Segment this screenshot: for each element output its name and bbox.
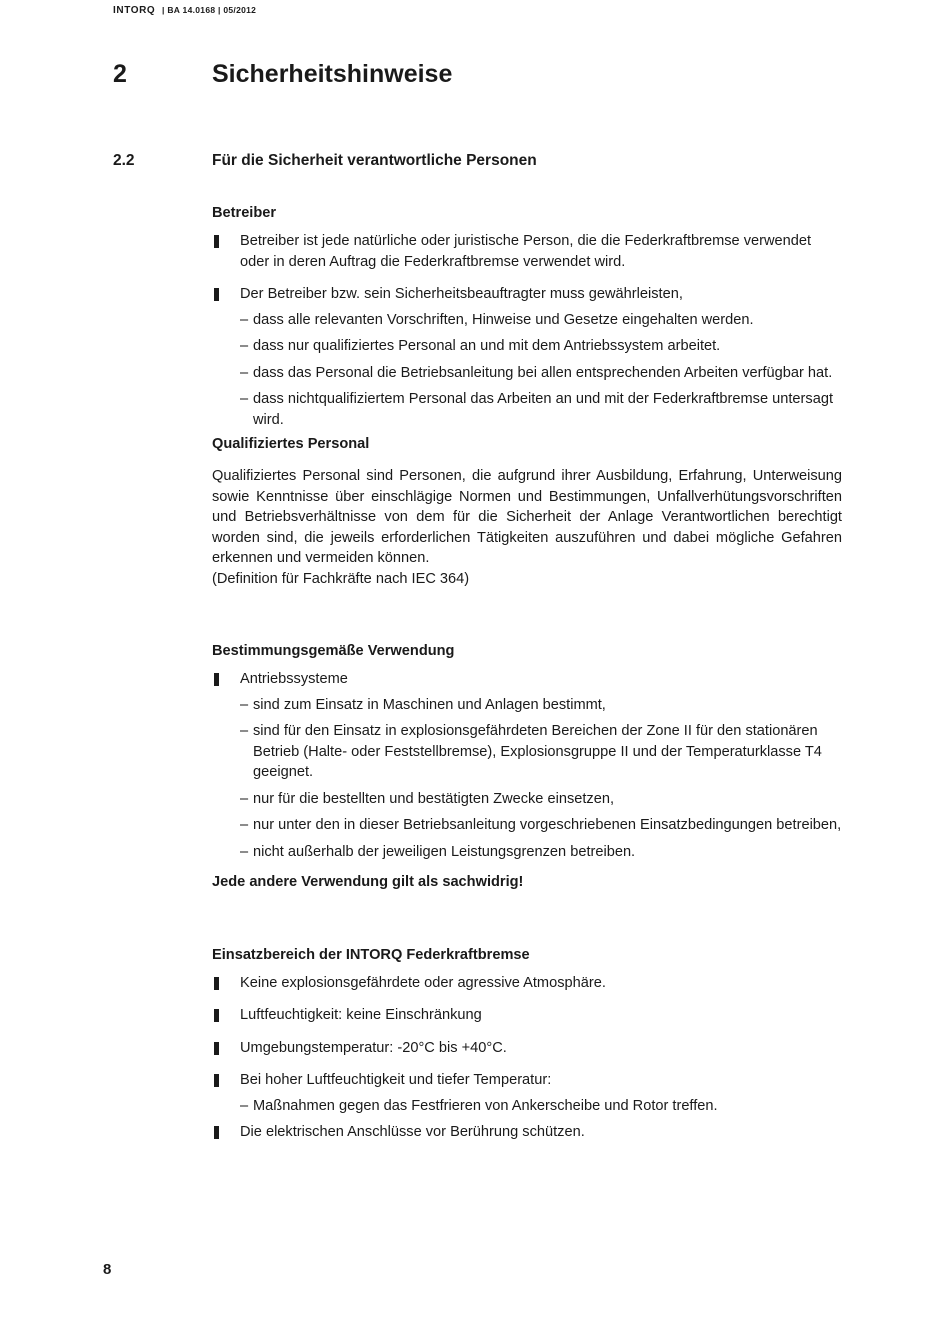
bullet-item: Umgebungstemperatur: -20°C bis +40°C. (212, 1038, 842, 1059)
page-header (113, 5, 256, 16)
brand-logo: INTORQ (113, 5, 156, 16)
sub-item: – dass nur qualifiziertes Personal an und mit dem Antriebssystem arbeitet. (240, 338, 721, 354)
sub-item: – dass alle relevanten Vorschriften, Hinweise und Gesetze eingehalten werden. (240, 311, 754, 328)
bullet-item: Keine explosionsgefährdete oder agressive Atmosphäre. (212, 973, 842, 994)
warning-text: Jede andere Verwendung gilt als sachwidrig! (212, 874, 524, 890)
bullet-item: Luftfeuchtigkeit: keine Einschränkung (212, 1005, 842, 1026)
bullet-item: Der Betreiber bzw. sein Sicherheitsbeauftragter muss gewährleisten, (212, 284, 842, 305)
sub-item: – dass nichtqualifiziertem Personal das Arbeiten an und mit der Federkraftbremse untersagt wird. (240, 391, 833, 428)
bullet-item: Die elektrischen Anschlüsse vor Berührung schützen. (212, 1122, 842, 1143)
document-info: | BA 14.0168 | 05/2012 (161, 5, 257, 15)
sub-item: – nicht außerhalb der jeweiligen Leistungsgrenzen betreiben. (240, 843, 636, 860)
sub-item: – nur für die bestellten und bestätigten Zwecke einsetzen, (240, 790, 615, 807)
sub-item: – sind für den Einsatz in explosionsgefährdeten Bereichen der Zone II für den stationären Betrieb (Halte- oder Feststellbremse), Explosionsgruppe II und der Temperaturklasse T4 geeignet. (240, 723, 822, 780)
sub-item: – dass das Personal die Betriebsanleitung bei allen entsprechenden Arbeiten verfügbar hat. (240, 364, 833, 381)
section-title: Für die Sicherheit verantwortliche Personen (212, 152, 537, 169)
bullet-item: Antriebssysteme (212, 669, 842, 690)
heading-verwendung: Bestimmungsgemäße Verwendung (212, 643, 455, 659)
heading-einsatz: Einsatzbereich der INTORQ Federkraftbremse (212, 946, 530, 963)
chapter-title: Sicherheitshinweise (212, 60, 453, 88)
sub-item: – Maßnahmen gegen das Festfrieren von Ankerscheibe und Rotor treffen. (240, 1097, 718, 1114)
paragraph: Qualifiziertes Personal sind Personen, die aufgrund ihrer Ausbildung, Erfahrung, Unterweisung sowie Kenntnisse über einschlägige Normen und Bestimmungen, Unfallverhütungsvorschriften und Betriebsverhältnisse von dem für die Sicherheit der Anlage Verantwortlichen berechtigt worden sind, die jeweils erforderlichen Tätigkeiten auszuführen und dabei mögliche Gefahren erkennen und vermeiden können. (212, 468, 842, 566)
definition-note: (Definition für Fachkräfte nach IEC 364) (212, 570, 470, 587)
sub-item: – sind zum Einsatz in Maschinen und Anlagen bestimmt, (240, 696, 606, 713)
heading-betreiber: Betreiber (212, 205, 277, 221)
section-number: 2.2 (113, 152, 135, 169)
main-content (212, 203, 842, 1153)
chapter-number: 2 (113, 60, 127, 88)
bullet-item: Bei hoher Luftfeuchtigkeit und tiefer Temperatur: (212, 1070, 842, 1091)
page-number: 8 (103, 1261, 112, 1278)
heading-qualifiziert: Qualifiziertes Personal (212, 436, 370, 452)
sub-item: – nur unter den in dieser Betriebsanleitung vorgeschriebenen Einsatzbedingungen betreiben, (240, 817, 842, 833)
bullet-item: Betreiber ist jede natürliche oder juristische Person, die die Federkraftbremse verwendet oder in deren Auftrag die Federkraftbremse verwendet wird. (212, 231, 842, 272)
